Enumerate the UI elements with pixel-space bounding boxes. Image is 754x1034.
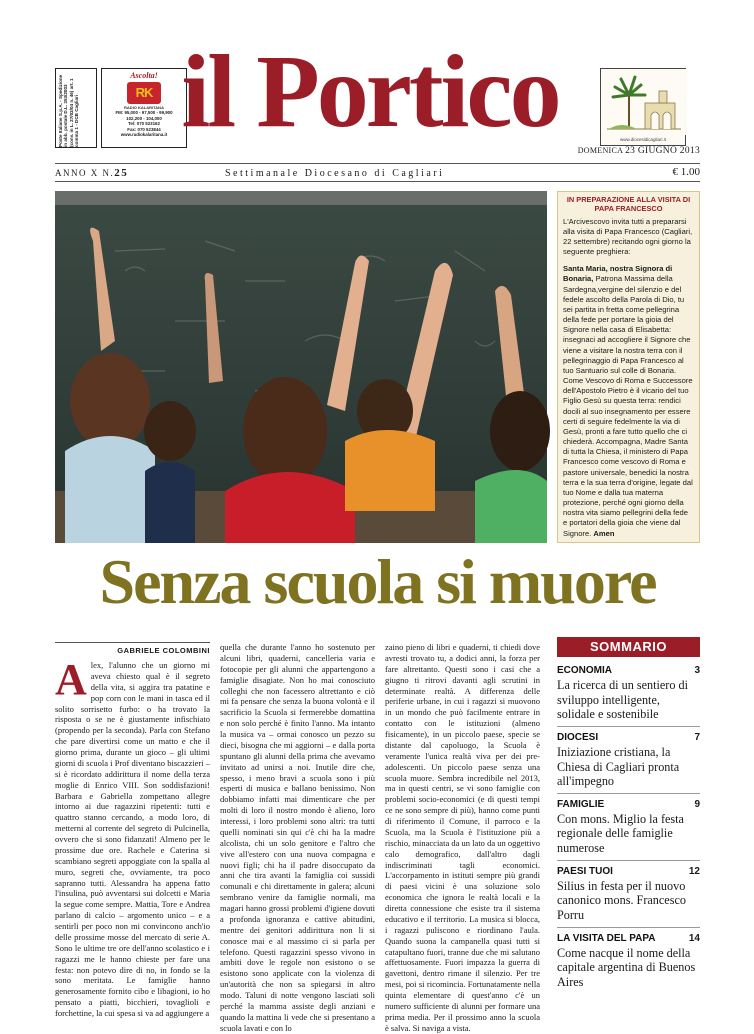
prayer-title: Santa Maria, nostra Signora di Bonaria,: [563, 264, 673, 284]
sommario-item[interactable]: [557, 933, 700, 994]
prayer-box-heading: IN PREPARAZIONE ALLA VISITA DI PAPA FRANCESCO: [566, 195, 691, 214]
section-page: 12: [688, 865, 700, 877]
section-name: DIOCESI: [557, 731, 599, 743]
sommario-item[interactable]: [557, 799, 700, 861]
postal-notice: [55, 68, 97, 148]
main-headline: Senza scuola si muore: [99, 546, 656, 617]
section-title: Come nacque il nome della capitale argentina di Buenos Aires: [557, 945, 696, 989]
newspaper-title: il Portico: [181, 34, 559, 149]
radio-web: www.radiokalaritana.it: [120, 132, 168, 137]
date-prefix: DOMENICA: [577, 146, 623, 155]
classroom-photo-illustration: [55, 191, 547, 543]
basilica-illustration: [601, 69, 687, 135]
issue-date: [560, 146, 700, 156]
radio-name: RADIO KALARITANA: [124, 105, 164, 110]
section-title: Iniziazione cristiana, la Chiesa di Cagliari pronta all'impegno: [557, 744, 680, 789]
radio-fm2: 102,200 - 104,000: [126, 115, 162, 121]
sommario-item[interactable]: [557, 732, 700, 794]
article-col1-text: lex, l'alunno che un giorno mi aveva chiesto qual è il segreto della vita, si aggira tra patatine e pop corn con le mani in tasca ed il solito sorrisetto furbo: o ha trovato la risposta o se ne è giustamente infischiato (propendo per la seconda). Parla con Stefano che pare divertirsi come un matto e che il giorno prima, durante un gioco – gli ultimi giorni di scuola i Prof diventano biscazzieri – si è ricordato addirittura il nome della terza moglie di Enrico VIII. Son soddisfazioni! Barbara e Gabriella zompettano allegre intorno ai due ragazzini ripetenti: tutti e quattro stanno cercando, a modo loro, di metterni al corrente del segreto di Pulcinella, ovvero che si sono fidanzati! Almeno per le prossime due ore. Rachele e Caterina si scambiano segreti appoggiate con la spalla al muro, segreti che, ovviamente, tra poco sapranno tutti. Alessandra ha appena fatto l'insulina, può avventarsi sui dolcetti e Maria la segue come sempre. Mattia, Tore e Andrea parlano di calcio – argomento unico – e a sentirli per poco non mi convincono anch'io delle prossime mosse del mercato di serie A. Sono le ultime tre ore dell'anno scolastico e i ragazzi me le hanno chieste per fare una festa: non potevo dire di no, in fondo se la sono meritata. Le famiglie hanno generosamente fornito cibo e libagioni, io ho pensato a piatti, bicchieri, tovaglioli e forchettine, la cui spesa si va ad aggiungere a: [55, 660, 210, 1018]
section-page: 7: [694, 731, 700, 743]
section-page: 3: [694, 665, 700, 676]
article-column-3: [385, 642, 540, 1034]
price: € 1.00: [672, 166, 700, 178]
prayer-amen: Amen: [593, 528, 615, 538]
radio-logo: [127, 82, 161, 104]
radio-ad-ascolta: Ascolta!: [130, 71, 158, 80]
sommario: [557, 637, 700, 999]
radio-logo-text: RK: [135, 85, 153, 100]
article-column-2: [220, 642, 375, 1034]
classroom-photo: [55, 191, 547, 543]
section-title: Con mons. Miglio la festa regionale delle famiglie numerose: [557, 811, 684, 856]
section-name: PAESI TUOI: [557, 865, 613, 877]
section-page: 9: [694, 798, 700, 810]
section-page: 14: [688, 932, 700, 944]
sommario-title: SOMMARIO: [557, 637, 700, 657]
article-col2-text: quella che durante l'anno ho sostenuto per alcuni libri, quaderni, cancelleria varia e fotocopie per gli alunni che appartengono a famiglie disagiate. Non ho mai conosciuto colleghi che non facessero altrettanto e ciò mi fa pensare che senza la buona volontà e il sacrificio la Scuola si fermerebbe domattina e non solo perché è finito l'anno. Ma intanto la musica va – ormai conosco un pezzo su dieci, bisogna che mi aggiorni – e dalla porta spuntano gli alunni della prima che avevamo invitato ad unirsi a noi. Inutile dire che, spesso, i meno bravi a scuola sono i più esperti di musica e ballano benissimo. Non dobbiamo infatti mai dimenticare che per molti di loro il nostro mondo è alieno, loro interessi, i loro problemi sono altri: tra tutti quelli nominati sin qui c'è chi ha la madre alcolista, chi un solo genitore e l'altro che vive all'estero con una nuova compagna e nuovi figli; chi ha il padre disoccupato da anni che tira avanti la famiglia coi sussidi comunali e chi direttamente in galera; alcuni sembrano venire da famiglie normali, ma magari hanno grossi problemi d'igiene dovuti a profonda ignoranza e cattive abitudini, mentre dei genitori addirittura non li si conosce mai e al massimo ci si parla per telefono. Questi ragazzini spesso vivono in ambiti dove le regole non esistono o se esistono sono applicate con la violenza di un'autorità che non sa spiegarsi in altro modo. Taluni di notte vengono lasciati soli perché la mamma assiste degli anziani e quando la mattina li vede che si presentano a scuola lavati e con lo: [220, 642, 375, 1033]
date-value: 23 GIUGNO 2013: [625, 146, 700, 156]
section-title: La ricerca di un sentiero di sviluppo intelligente, solidale e sostenibile: [557, 678, 688, 722]
newspaper-subtitle: Settimanale Diocesano di Cagliari: [225, 168, 445, 179]
stamp-url: www.diocesidicagliari.it: [619, 137, 667, 142]
article-column-1: [55, 642, 210, 1019]
issue-number: [55, 167, 128, 179]
section-name: FAMIGLIE: [557, 798, 605, 810]
prayer-box-intro: L'Arcivescovo invita tutti a prepararsi alla visita di Papa Francesco (Cagliari, 22 settembre) recitando ogni giorno la seguente preghiera:: [563, 216, 693, 257]
anno-label: ANNO X N.: [55, 168, 115, 178]
radio-fax: Fax: 070 523844: [127, 126, 161, 132]
drop-cap: A: [55, 655, 87, 704]
section-name: ECONOMIA: [557, 665, 612, 676]
radio-ad: [101, 68, 187, 148]
prayer-text: [563, 264, 694, 539]
prayer-box: [557, 191, 700, 543]
article-byline: GABRIELE COLOMBINI: [55, 642, 210, 655]
sommario-item[interactable]: [557, 866, 700, 928]
postal-notice-text: Poste Italiane S.p.A. - Spedizione in abb. postale D.L. 353/2003 (conv. in L. 27/02/04 n. 46) art. 1 comma 1 - DCB Cagliari: [58, 74, 79, 147]
radio-fm: FM: 95,000 - 97,500 - 99,900: [115, 110, 173, 115]
anno-number: 25: [114, 167, 129, 179]
divider: [55, 163, 700, 164]
divider: [55, 181, 700, 182]
sommario-item[interactable]: [557, 665, 700, 727]
section-name: LA VISITA DEL PAPA: [557, 932, 656, 944]
diocese-stamp: [600, 68, 686, 146]
article-col3-text: zaino pieno di libri e quaderni, ti chiedi dove avresti trovato tu, a dodici anni, la forza per fare altrettanto. Questi sono i casi che a giugno ti ritrovi davanti agli scrutini in determinate realtà. A differenza delle periferie urbane, in cui i ragazzi si muovono in un mondo che può facilmente entrare in contatto con le istituzioni (almeno fisicamente), in un piccolo paese, specie se distante dal capoluogo, la Scuola è veramente l'unica realtà viva per dei pre-adolescenti. Un piccolo paese senza una scuola muore. Sembra incredibile nel 2013, ma in questi centri, se vi sono famiglie con problemi socio-economici (e di questi tempi ce ne sono sempre di più), hanno come punti di riferimento il Comune, il parroco e la Scuola, ma la Scuola è l'istituzione più a rischio, minacciata da un lato da un oggettivo calo demografico, dall'altro dagli indiscriminati tagli economici. L'accorpamento in istituti sempre più grandi di paesi vicini è una soluzione solo economica che ignora le realtà locali e la diretta connessione che esiste tra il sistema educativo e il territorio. La musica si blocca, i ragazzi puliscono e riordinano l'aula. Quando suona la campanella quasi tutti si catapultano fuori, tranne due che mi salutano affettuosamente. Fuori impazza la guerra di gavettoni, dentro rimane il silenzio. Per tre mesi, poi si ricomincia. Fortunatamente nella quinta elementare di quest'anno c'è un numero sufficiente di alunni per formare una prima media. Per il prossimo anno la scuola è salva. Si naviga a vista.: [385, 642, 540, 1033]
section-title: Silius in festa per il nuovo canonico mons. Francesco Porru: [557, 878, 686, 923]
prayer-body: Patrona Massima della Sardegna,vergine del silenzio e del fedele ascolto della Parola di Dio, tu sei partita in fretta come pellegrina della fede per portare la gioia del Signore nella casa di Elisabetta: insegnaci ad accogliere il Signore che viene a visitare la nostra terra con il pellegrinaggio di Papa Francesco al tuo Santuario sul colle di Bonaria. Come Vescovo di Roma e Successore dell'Apostolo Pietro è il vicario del tuo Figlio Gesù su questa terra: rendici docili al suo insegnamento per essere certi di seguire fedelmente la via di Gesù, pronti a fare tutto quello che ci chiederà. Accompagna, Madre Santa di tutta la Chiesa, il ministero di Papa Francesco come vescovo di Roma e pastore universale, benedici la nostra terra e la sua terra d'origine, legate dal tuo Nome e dalla tua materna protezione, perché ogni giorno della nostra vita siamo pellegrini della fede e portatori della gioia che viene dal Signore.: [563, 274, 693, 538]
radio-tel: Tel: 070 523162: [128, 121, 160, 126]
